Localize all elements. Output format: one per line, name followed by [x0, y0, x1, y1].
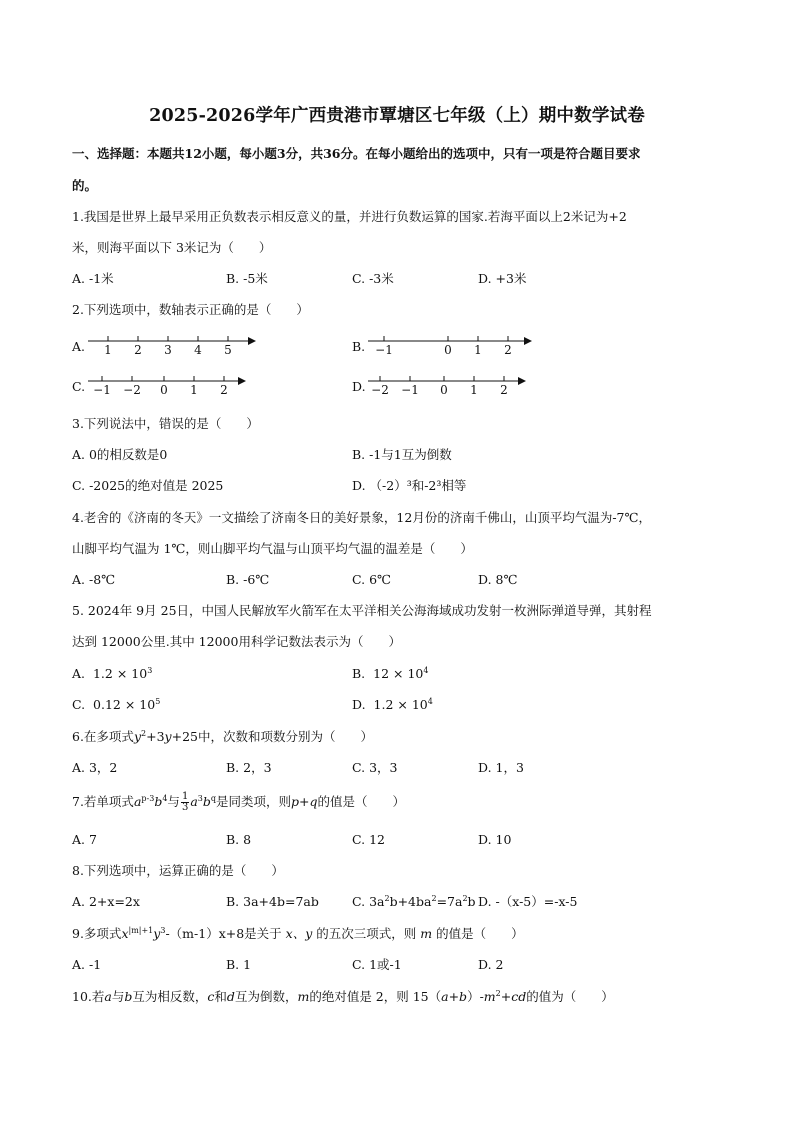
- q1-option-b: B. -5米: [226, 271, 268, 286]
- tick-label: 0: [160, 383, 168, 397]
- q4-option-c: C. 6℃: [352, 572, 392, 587]
- question-10-stem: 10.若a与b互为相反数，c和d互为倒数，m的绝对值是 2，则 $15(a+b)-m^2+cd$的值为（ ）: [72, 989, 614, 1004]
- q5-option-a: A. $1.2 \times 10^3$: [72, 666, 153, 681]
- question-5-line1: 5. 2024年 9月 25日，中国人民解放军火箭军在太平洋相关公海海域成功发射一枚洲际弹道导弹，其射程: [72, 603, 652, 618]
- q2-label-c: C.: [72, 379, 86, 394]
- q1-option-d: D. +3米: [478, 271, 527, 286]
- q8-option-c: C. $3a^2b+4ba^2=7a^2b$: [352, 894, 476, 909]
- q4-option-a: A. -8℃: [72, 572, 116, 587]
- tick-label: −1: [401, 383, 419, 397]
- tick-label: 0: [444, 343, 452, 357]
- tick-label: 2: [504, 343, 512, 357]
- question-4-line2: 山脚平均气温为 1℃，则山脚平均气温与山顶平均气温的温差是（ ）: [72, 541, 473, 556]
- q3-option-b: B. -1与1互为倒数: [352, 447, 452, 462]
- q1-option-c: C. -3米: [352, 271, 394, 286]
- tick-label: 5: [224, 343, 232, 357]
- q9-option-c: C. 1或-1: [352, 957, 402, 972]
- tick-label: −1: [375, 343, 393, 357]
- tick-label: −2: [123, 383, 141, 397]
- tick-label: 0: [440, 383, 448, 397]
- q2-label-d: D.: [352, 379, 366, 394]
- tick-label: 1: [470, 383, 478, 397]
- number-line-c: [88, 373, 258, 403]
- question-1-line2: 米，则海平面以下 3米记为（ ）: [72, 240, 272, 255]
- q4-option-b: B. -6℃: [226, 572, 270, 587]
- q8-option-b: B. 3a+4b=7ab: [226, 894, 319, 909]
- q6-option-b: B. 2，3: [226, 760, 272, 775]
- tick-label: 2: [500, 383, 508, 397]
- tick-label: 1: [104, 343, 112, 357]
- question-1-line1: 1.我国是世界上最早采用正负数表示相反意义的量，并进行负数运算的国家.若海平面以上2米记为+2: [72, 209, 627, 224]
- q4-option-d: D. 8℃: [478, 572, 518, 587]
- tick-label: 2: [134, 343, 142, 357]
- section-heading-cont: 的。: [72, 178, 98, 193]
- q9-option-b: B. 1: [226, 957, 252, 972]
- tick-label: 1: [474, 343, 482, 357]
- question-2-stem: 2.下列选项中，数轴表示正确的是（ ）: [72, 302, 309, 317]
- tick-label: 4: [194, 343, 202, 357]
- q9-option-d: D. 2: [478, 957, 504, 972]
- q6-option-d: D. 1，3: [478, 760, 524, 775]
- number-line-a: [88, 333, 258, 363]
- question-4-line1: 4.老舍的《济南的冬天》一文描绘了济南冬日的美好景象，12月份的济南千佛山，山顶平均气温为-7℃，: [72, 510, 651, 525]
- q6-option-a: A. 3，2: [72, 760, 118, 775]
- q2-label-b: B.: [352, 339, 366, 354]
- question-7-stem: 7.若单项式$a^{p-3}b^4$与 $\frac{1}{3}$ $a^3b^q$是同类项，则p+q的值是（ ）: [72, 790, 406, 813]
- number-line-d: [368, 373, 538, 403]
- q9-option-a: A. -1: [72, 957, 102, 972]
- section-heading: 一、选择题：本题共12小题，每小题3分，共36分。在每小题给出的选项中，只有一项是符合题目要求: [72, 146, 641, 161]
- q7-option-b: B. 8: [226, 832, 252, 847]
- question-6-stem: 6.在多项式$y^2+3y+25$中，次数和项数分别为（ ）: [72, 729, 373, 744]
- q7-option-d: D. 10: [478, 832, 512, 847]
- tick-label: −2: [371, 383, 389, 397]
- q5-option-d: D. $1.2 \times 10^4$: [352, 697, 433, 712]
- tick-label: 1: [190, 383, 198, 397]
- question-8-stem: 8.下列选项中，运算正确的是（ ）: [72, 863, 284, 878]
- q1-option-a: A. -1米: [72, 271, 114, 286]
- tick-label: 3: [164, 343, 172, 357]
- q3-option-a: A. 0的相反数是0: [72, 447, 168, 462]
- q5-option-c: C. $0.12 \times 10^5$: [72, 697, 161, 712]
- q8-option-d: D. -（x-5）=-x-5: [478, 894, 578, 909]
- page-title: 2025-2026学年广西贵港市覃塘区七年级（上）期中数学试卷: [149, 106, 645, 126]
- q6-option-c: C. 3，3: [352, 760, 398, 775]
- fraction-one-third: $\frac{1}{3}$: [181, 790, 189, 813]
- question-9-stem: 9.多项式$x^{|m|+1}y^3-(m-1)x+8$是关于 x、y 的五次三项式，则 m 的值是（ ）: [72, 926, 524, 941]
- q7-option-c: C. 12: [352, 832, 385, 847]
- q2-label-a: A.: [72, 339, 86, 354]
- tick-label: −1: [93, 383, 111, 397]
- q7-option-a: A. 7: [72, 832, 97, 847]
- question-3-stem: 3.下列说法中，错误的是（ ）: [72, 416, 259, 431]
- number-line-b: [368, 333, 538, 363]
- question-5-line2: 达到 12000公里.其中 12000用科学记数法表示为（ ）: [72, 634, 401, 649]
- q3-option-c: C. -2025的绝对值是 2025: [72, 478, 224, 493]
- q8-option-a: A. 2+x=2x: [72, 894, 140, 909]
- q3-option-d: D. （-2）³和-2³相等: [352, 478, 467, 493]
- tick-label: 2: [220, 383, 228, 397]
- q5-option-b: B. $12 \times 10^4$: [352, 666, 429, 681]
